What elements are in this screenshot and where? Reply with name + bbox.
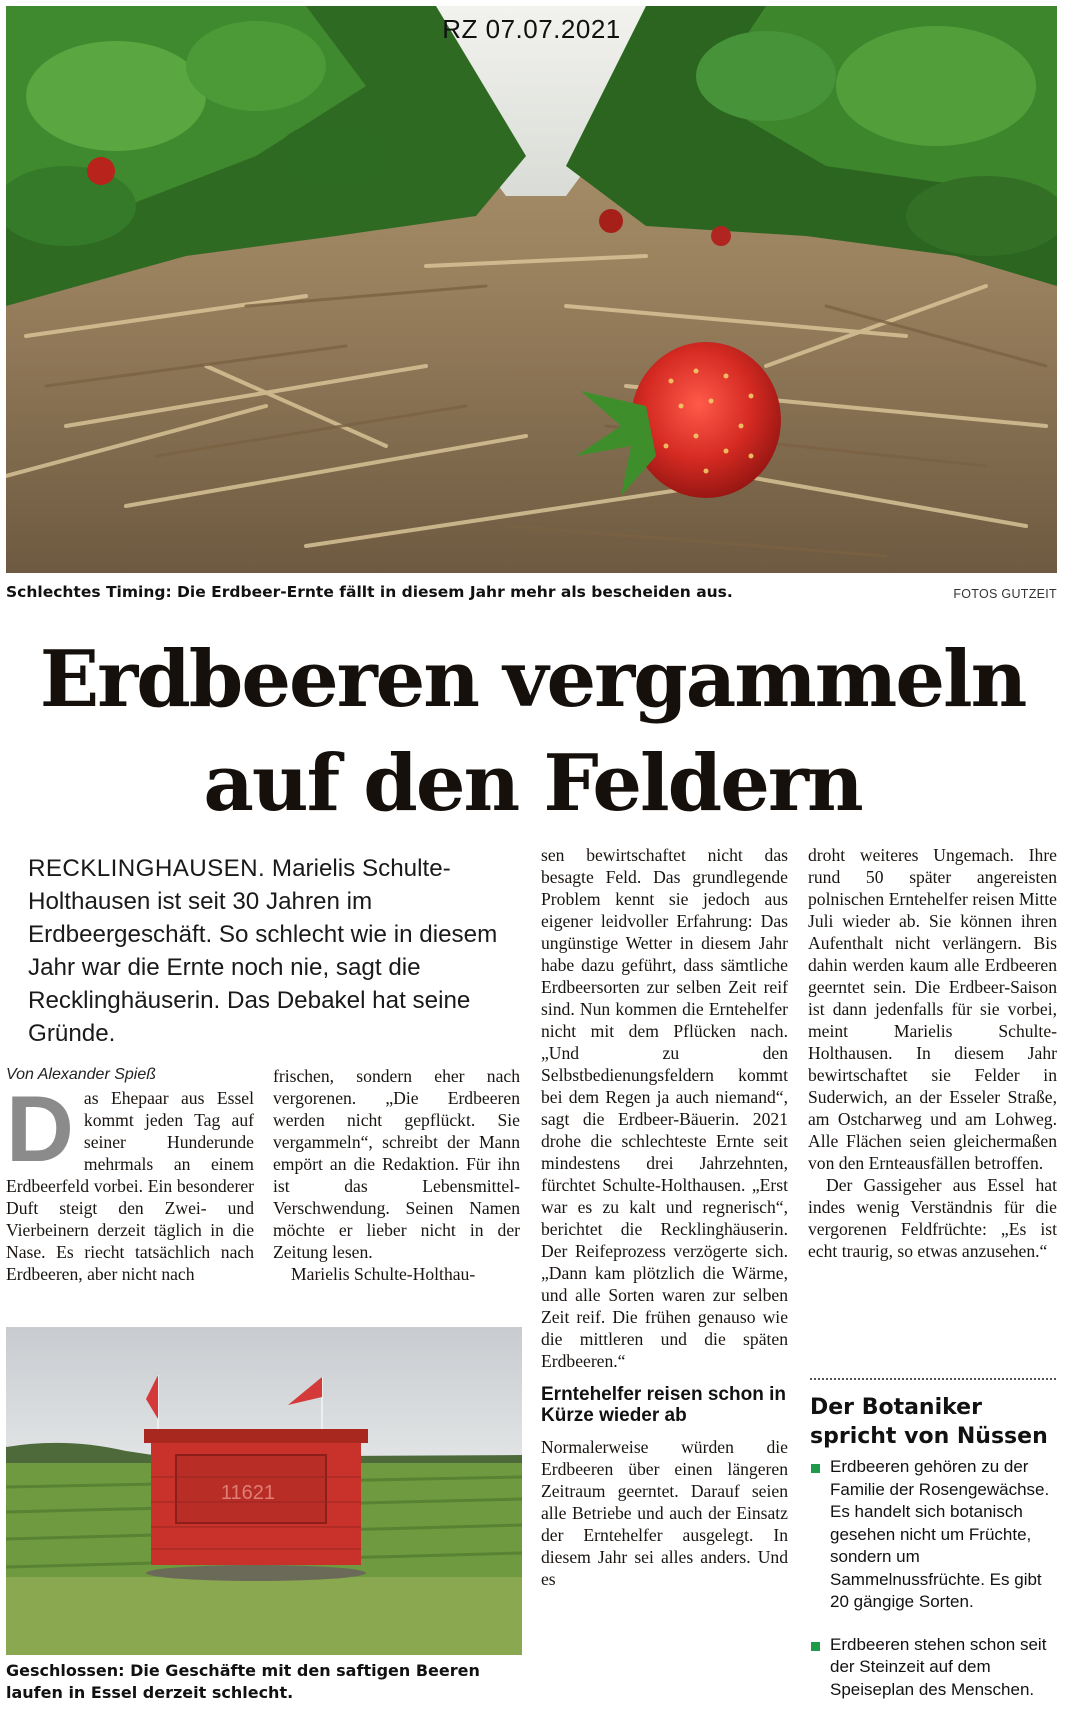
- sales-booth-illustration: [6, 1327, 522, 1655]
- article-column-4: [808, 844, 1057, 1262]
- sales-booth-photo: [6, 1327, 522, 1655]
- fact-item: [810, 1634, 1060, 1702]
- column-4-paragraph-2: Der Gassigeher aus Essel hat indes wenig Verständnis für die vergorenen Feldfrüchte: „Es ist echt traurig, so etwas anzusehen.“: [808, 1175, 1057, 1261]
- strawberry-field-illustration: [6, 6, 1057, 573]
- date-stamp: RZ 07.07.2021: [442, 14, 621, 44]
- bullet-icon: [811, 1464, 820, 1473]
- column-2-paragraph-1: frischen, sondern eher nach vergorenen. „Die Erdbeeren werden nicht gepflückt. Sie vergammeln“, schreibt der Mann empört an die Redaktion. Für ihn ist das Lebensmittel-Verschwendung. Seinen Namen möchte er lieber nicht in der Zeitung lesen.: [273, 1066, 520, 1262]
- column-2-paragraph-2: Marielis Schulte-Holthau-: [291, 1264, 476, 1284]
- column-3-paragraph-1: sen bewirtschaftet nicht das besagte Feld. Das grundlegende Problem kennt sie jedoch aus eigener leidvoller Erfahrung: Das ungünstige Wetter in diesem Jahr habe dazu geführt, dass sämtliche Erdbeersorten zur selben Zeit reif sind. Nun kommen die Erntehelfer nicht mit dem Pflücken nach. „Und zu den Selbstbedienungsfeldern kommt bei dem Regen ja auch niemand“, sagt die Erdbeer-Bäuerin. 2021 drohe die schlechteste Ernte seit mindestens drei Jahrzehnten, fürchtet Schulte-Holthausen. „Erst war es zu kalt und regnerisch“, berichtet die Recklinghäuserin. Der Reifeprozess verzögerte sich. „Dann kam plötzlich die Wärme, und alle Sorten waren zur selben Zeit reif. Die frühen genauso wie die mittleren und die späten Erdbeeren.“: [541, 845, 788, 1371]
- dropcap: D: [6, 1076, 74, 1181]
- booth-sign-number: 11621: [220, 1482, 276, 1504]
- byline: Von Alexander Spieß: [6, 1066, 157, 1083]
- info-box-facts: [810, 1456, 1060, 1720]
- headline: [0, 628, 1065, 836]
- article-column-3: [541, 844, 788, 1590]
- column-4-paragraph-1: droht weiteres Ungemach. Ihre rund 50 später angereisten polnischen Erntehelfer reisen Mitte Juli wieder ab. Sie können ihren Aufenthalt nicht verlängern. Bis dahin werden kaum alle Erdbeeren geerntet sein. Die Erdbeer-Saison ist dann jedenfalls für sie vorbei, meint Marielis Schulte-Holthausen. In diesem Jahr bewirtschaftet sie Felder in Suderwich, an der Esseler Straße, am Ostcharweg und am Lohweg. Alle Flächen seien gleichermaßen von den Ernteausfällen betroffen.: [808, 845, 1057, 1173]
- photo-credit: FOTOS GUTZEIT: [953, 587, 1057, 601]
- lead-paragraph: [28, 852, 518, 1050]
- fact-text: Erdbeeren stehen schon seit der Steinzeit auf dem Speiseplan des Menschen.: [830, 1634, 1047, 1699]
- lead-text: Marielis Schulte-Holthausen ist seit 30 Jahren im Erdbeergeschäft. So schlecht wie in diesem Jahr war die Ernte noch nie, sagt die Recklinghäuserin. Das Debakel hat seine Gründe.: [28, 855, 498, 1047]
- fact-item: [810, 1456, 1060, 1614]
- dateline: RECKLINGHAUSEN.: [28, 855, 266, 882]
- top-photo-caption: Schlechtes Timing: Die Erdbeer-Ernte fällt in diesem Jahr mehr als bescheiden aus.: [6, 583, 733, 601]
- info-box-title: Der Botaniker spricht von Nüssen: [810, 1395, 1048, 1449]
- headline-line-1: Erdbeeren vergammeln: [39, 634, 1026, 725]
- fact-text: Erdbeeren gehören zu der Familie der Rosengewächse. Es handelt sich botanisch gesehen nicht um Früchte, sondern um Sammelnussfrüchte. Es gibt 20 gängige Sorten.: [830, 1457, 1050, 1611]
- strawberry-field-photo: [6, 6, 1057, 573]
- info-box-divider: [810, 1378, 1056, 1380]
- bottom-photo-caption: Geschlossen: Die Geschäfte mit den saftigen Beeren laufen in Essel derzeit schlecht.: [6, 1661, 480, 1702]
- subheading: Erntehelfer reisen schon in Kürze wieder ab: [541, 1384, 786, 1426]
- article-column-2: [273, 1065, 520, 1285]
- column-1-text: as Ehepaar aus Essel kommt jeden Tag auf seiner Hunderunde mehrmals an einem Erdbeerfeld vorbei. Ein besonderer Duft steigt den Zwei- und Vierbeinern derzeit täglich in die Nase. Es riecht tatsächlich nach Erdbeeren, aber nicht nach: [6, 1088, 254, 1284]
- article-column-1: [6, 1076, 254, 1285]
- headline-line-2: auf den Feldern: [203, 738, 862, 829]
- bullet-icon: [811, 1642, 820, 1651]
- column-3-paragraph-2: Normalerweise würden die Erdbeeren über einen längeren Zeitraum geerntet. Darauf seien alle Betriebe und auch der Einsatz der Erntehelfer ausgelegt. In diesem Jahr sei alles anders. Und es: [541, 1437, 788, 1589]
